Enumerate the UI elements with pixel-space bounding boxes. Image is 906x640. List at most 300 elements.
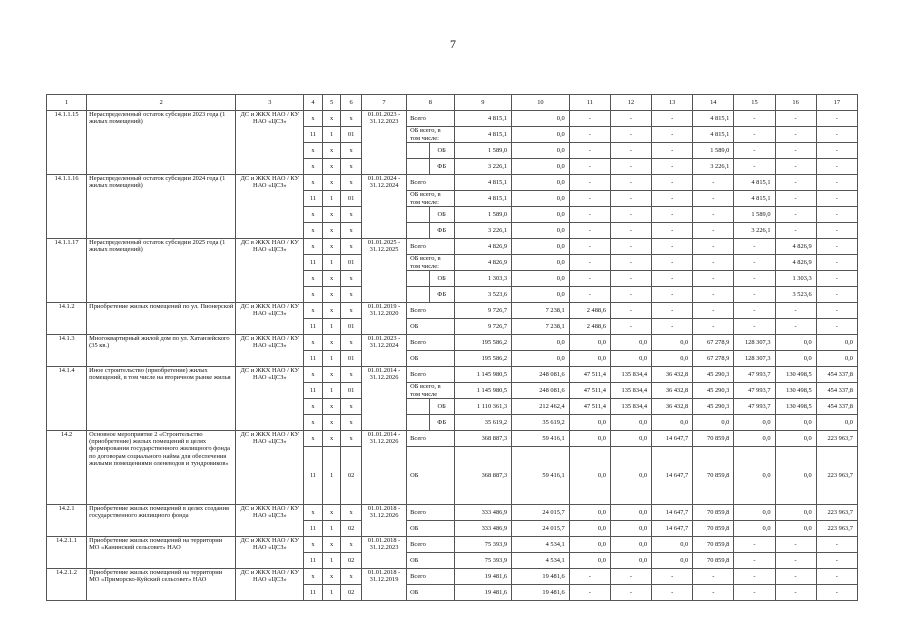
- code-5: х: [322, 415, 341, 431]
- amount-cell: 223 963,7: [816, 505, 857, 521]
- amount-cell: -: [816, 207, 857, 223]
- code-5: х: [322, 335, 341, 351]
- amount-cell: -: [610, 319, 651, 335]
- funding-subsource: ОБ: [429, 271, 454, 287]
- funding-subsource: ФБ: [429, 223, 454, 239]
- amount-cell: 4 815,1: [454, 127, 512, 143]
- amount-cell: -: [775, 175, 816, 191]
- amount-cell: -: [734, 537, 775, 553]
- code-6: х: [341, 271, 362, 287]
- amount-cell: 130 498,5: [775, 383, 816, 399]
- funding-source: ОБ: [407, 585, 454, 601]
- code-4: х: [304, 367, 323, 383]
- amount-cell: 0,0: [734, 415, 775, 431]
- amount-cell: 4 815,1: [454, 111, 512, 127]
- amount-cell: 0,0: [775, 521, 816, 537]
- amount-cell: 368 887,3: [454, 447, 512, 505]
- table-row: [47, 175, 858, 191]
- funding-source: Всего: [407, 335, 454, 351]
- funding-subsource: ФБ: [429, 159, 454, 175]
- amount-cell: 0,0: [610, 415, 651, 431]
- row-name: Приобретение жилых помещений по ул. Пионерской: [87, 303, 236, 335]
- row-name: Нераспределенный остаток субсидии 2023 года (1 жилых помещений): [87, 111, 236, 175]
- code-5: х: [322, 399, 341, 415]
- amount-cell: -: [775, 127, 816, 143]
- amount-cell: 0,0: [734, 521, 775, 537]
- amount-cell: 0,0: [569, 415, 610, 431]
- row-period: 01.01.2019 - 31.12.2020: [361, 303, 406, 335]
- row-executor: ДС и ЖКХ НАО / КУ НАО «ЦСЗ»: [236, 111, 304, 175]
- code-6: х: [341, 175, 362, 191]
- code-4: х: [304, 303, 323, 319]
- amount-cell: -: [816, 159, 857, 175]
- amount-cell: -: [610, 223, 651, 239]
- amount-cell: -: [816, 223, 857, 239]
- code-6: х: [341, 569, 362, 585]
- amount-cell: 19 481,6: [454, 569, 512, 585]
- amount-cell: -: [775, 207, 816, 223]
- amount-cell: 0,0: [569, 521, 610, 537]
- amount-cell: -: [569, 223, 610, 239]
- amount-cell: -: [693, 287, 734, 303]
- amount-cell: 0,0: [816, 415, 857, 431]
- row-id: 14.1.2: [47, 303, 87, 335]
- code-4: х: [304, 159, 323, 175]
- amount-cell: -: [569, 287, 610, 303]
- code-6: х: [341, 111, 362, 127]
- code-5: х: [322, 505, 341, 521]
- row-name: Приобретение жилых помещений на территории МО «Канинский сельсовет» НАО: [87, 537, 236, 569]
- row-executor: ДС и ЖКХ НАО / КУ НАО «ЦСЗ»: [236, 335, 304, 367]
- amount-cell: -: [816, 271, 857, 287]
- amount-cell: -: [569, 255, 610, 271]
- amount-cell: 7 238,1: [512, 303, 570, 319]
- amount-cell: 0,0: [610, 553, 651, 569]
- code-6: х: [341, 159, 362, 175]
- amount-cell: 0,0: [610, 351, 651, 367]
- amount-cell: -: [816, 553, 857, 569]
- code-4: 11: [304, 127, 323, 143]
- amount-cell: -: [734, 127, 775, 143]
- row-executor: ДС и ЖКХ НАО / КУ НАО «ЦСЗ»: [236, 303, 304, 335]
- amount-cell: -: [816, 537, 857, 553]
- amount-cell: 0,0: [512, 255, 570, 271]
- table-row: [47, 335, 858, 351]
- code-5: 1: [322, 351, 341, 367]
- header-cell: 4: [304, 95, 323, 111]
- code-4: х: [304, 271, 323, 287]
- code-5: 1: [322, 191, 341, 207]
- amount-cell: 1 589,0: [454, 143, 512, 159]
- funding-source: Всего: [407, 367, 454, 383]
- code-5: 1: [322, 521, 341, 537]
- amount-cell: 1 589,0: [734, 207, 775, 223]
- amount-cell: 36 432,8: [652, 399, 693, 415]
- amount-cell: 70 859,8: [693, 553, 734, 569]
- code-4: 11: [304, 351, 323, 367]
- amount-cell: 3 226,1: [734, 223, 775, 239]
- amount-cell: -: [775, 303, 816, 319]
- amount-cell: 45 290,3: [693, 399, 734, 415]
- amount-cell: 1 145 980,5: [454, 383, 512, 399]
- amount-cell: 0,0: [512, 287, 570, 303]
- code-4: х: [304, 143, 323, 159]
- row-executor: ДС и ЖКХ НАО / КУ НАО «ЦСЗ»: [236, 431, 304, 505]
- amount-cell: 454 337,8: [816, 383, 857, 399]
- amount-cell: 19 481,6: [512, 569, 570, 585]
- amount-cell: 0,0: [569, 335, 610, 351]
- amount-cell: 70 859,8: [693, 447, 734, 505]
- amount-cell: -: [775, 553, 816, 569]
- amount-cell: 0,0: [816, 351, 857, 367]
- amount-cell: 67 278,9: [693, 351, 734, 367]
- funding-source: Всего: [407, 111, 454, 127]
- code-6: х: [341, 303, 362, 319]
- row-id: 14.2: [47, 431, 87, 505]
- code-6: х: [341, 287, 362, 303]
- amount-cell: -: [734, 159, 775, 175]
- table-row: [47, 569, 858, 585]
- amount-cell: -: [816, 303, 857, 319]
- amount-cell: 19 481,6: [454, 585, 512, 601]
- code-5: х: [322, 143, 341, 159]
- amount-cell: 0,0: [610, 521, 651, 537]
- code-5: 1: [322, 447, 341, 505]
- row-executor: ДС и ЖКХ НАО / КУ НАО «ЦСЗ»: [236, 569, 304, 601]
- amount-cell: 0,0: [512, 191, 570, 207]
- amount-cell: 47 993,7: [734, 383, 775, 399]
- funding-source: ОБ: [407, 553, 454, 569]
- amount-cell: 47 511,4: [569, 383, 610, 399]
- amount-cell: 4 826,9: [775, 239, 816, 255]
- amount-cell: -: [693, 271, 734, 287]
- amount-cell: -: [610, 569, 651, 585]
- row-id: 14.1.1.16: [47, 175, 87, 239]
- amount-cell: -: [610, 239, 651, 255]
- amount-cell: 454 337,8: [816, 367, 857, 383]
- code-5: х: [322, 303, 341, 319]
- row-name: Основное мероприятие 2 «Строительство (приобретение) жилых помещений в целях формирования государственного жилищного фонда по договорам социального найма для обеспечения жилыми помещениями оленеводов и тундровиков»: [87, 431, 236, 505]
- amount-cell: 47 511,4: [569, 399, 610, 415]
- amount-cell: 1 303,3: [775, 271, 816, 287]
- code-4: 11: [304, 521, 323, 537]
- amount-cell: -: [652, 223, 693, 239]
- amount-cell: 0,0: [775, 431, 816, 447]
- amount-cell: -: [652, 255, 693, 271]
- amount-cell: 14 647,7: [652, 521, 693, 537]
- header-cell: 17: [816, 95, 857, 111]
- code-4: 11: [304, 191, 323, 207]
- amount-cell: 135 834,4: [610, 383, 651, 399]
- amount-cell: 0,0: [734, 447, 775, 505]
- amount-cell: -: [816, 127, 857, 143]
- amount-cell: 0,0: [512, 223, 570, 239]
- amount-cell: -: [652, 175, 693, 191]
- amount-cell: -: [569, 239, 610, 255]
- row-period: 01.01.2018 - 31.12.2019: [361, 569, 406, 601]
- header-cell: 7: [361, 95, 406, 111]
- amount-cell: -: [569, 207, 610, 223]
- amount-cell: 0,0: [652, 537, 693, 553]
- code-5: х: [322, 569, 341, 585]
- funding-source: [407, 287, 430, 303]
- amount-cell: 14 647,7: [652, 431, 693, 447]
- table-row: [47, 239, 858, 255]
- amount-cell: -: [816, 569, 857, 585]
- amount-cell: -: [734, 585, 775, 601]
- amount-cell: -: [693, 191, 734, 207]
- amount-cell: 3 523,6: [454, 287, 512, 303]
- header-cell: 10: [512, 95, 570, 111]
- header-row: [47, 95, 858, 111]
- funding-source: [407, 271, 430, 287]
- amount-cell: 0,0: [693, 415, 734, 431]
- header-cell: 5: [322, 95, 341, 111]
- code-6: 01: [341, 127, 362, 143]
- code-5: х: [322, 223, 341, 239]
- amount-cell: 3 226,1: [454, 223, 512, 239]
- amount-cell: -: [652, 319, 693, 335]
- code-4: х: [304, 239, 323, 255]
- amount-cell: 1 145 980,5: [454, 367, 512, 383]
- amount-cell: -: [610, 303, 651, 319]
- code-4: х: [304, 287, 323, 303]
- amount-cell: -: [775, 319, 816, 335]
- funding-source: ОБ: [407, 521, 454, 537]
- code-4: 11: [304, 319, 323, 335]
- amount-cell: 59 416,1: [512, 447, 570, 505]
- row-executor: ДС и ЖКХ НАО / КУ НАО «ЦСЗ»: [236, 367, 304, 431]
- amount-cell: -: [775, 111, 816, 127]
- amount-cell: -: [816, 143, 857, 159]
- row-executor: ДС и ЖКХ НАО / КУ НАО «ЦСЗ»: [236, 505, 304, 537]
- header-cell: 16: [775, 95, 816, 111]
- amount-cell: -: [816, 319, 857, 335]
- amount-cell: -: [652, 239, 693, 255]
- code-6: 01: [341, 191, 362, 207]
- code-5: х: [322, 175, 341, 191]
- amount-cell: 223 963,7: [816, 431, 857, 447]
- amount-cell: -: [775, 585, 816, 601]
- amount-cell: -: [693, 255, 734, 271]
- row-name: Многоквартирный жилой дом по ул. Хатанзейского (35 кв.): [87, 335, 236, 367]
- amount-cell: 4 815,1: [454, 191, 512, 207]
- funding-source: [407, 159, 430, 175]
- amount-cell: 0,0: [569, 553, 610, 569]
- amount-cell: -: [816, 175, 857, 191]
- amount-cell: 24 015,7: [512, 521, 570, 537]
- funding-source: [407, 207, 430, 223]
- code-4: 11: [304, 447, 323, 505]
- amount-cell: -: [652, 143, 693, 159]
- code-4: х: [304, 537, 323, 553]
- row-period: 01.01.2024 - 31.12.2024: [361, 175, 406, 239]
- amount-cell: 135 834,4: [610, 399, 651, 415]
- amount-cell: 0,0: [652, 351, 693, 367]
- code-4: 11: [304, 585, 323, 601]
- funding-source: [407, 223, 430, 239]
- amount-cell: 67 278,9: [693, 335, 734, 351]
- amount-cell: -: [816, 255, 857, 271]
- code-6: х: [341, 399, 362, 415]
- row-period: 01.01.2014 - 31.12.2026: [361, 431, 406, 505]
- amount-cell: 75 393,9: [454, 553, 512, 569]
- code-5: х: [322, 111, 341, 127]
- code-4: х: [304, 399, 323, 415]
- amount-cell: -: [816, 287, 857, 303]
- code-5: х: [322, 159, 341, 175]
- amount-cell: 4 534,1: [512, 553, 570, 569]
- amount-cell: 0,0: [512, 239, 570, 255]
- amount-cell: -: [652, 303, 693, 319]
- amount-cell: 59 416,1: [512, 431, 570, 447]
- amount-cell: 0,0: [734, 505, 775, 521]
- budget-table: [46, 94, 858, 601]
- amount-cell: 212 462,4: [512, 399, 570, 415]
- table-row: [47, 303, 858, 319]
- code-4: х: [304, 415, 323, 431]
- amount-cell: 1 303,3: [454, 271, 512, 287]
- amount-cell: -: [610, 255, 651, 271]
- amount-cell: -: [569, 191, 610, 207]
- table-row: [47, 537, 858, 553]
- row-period: 01.01.2023 - 31.12.2024: [361, 335, 406, 367]
- code-6: 02: [341, 553, 362, 569]
- code-6: 02: [341, 521, 362, 537]
- amount-cell: -: [610, 111, 651, 127]
- amount-cell: 0,0: [512, 335, 570, 351]
- amount-cell: -: [775, 223, 816, 239]
- amount-cell: -: [569, 111, 610, 127]
- row-id: 14.1.4: [47, 367, 87, 431]
- code-4: 11: [304, 553, 323, 569]
- amount-cell: 36 432,8: [652, 383, 693, 399]
- funding-source: Всего: [407, 431, 454, 447]
- code-6: х: [341, 367, 362, 383]
- funding-subsource: ОБ: [429, 207, 454, 223]
- header-cell: 13: [652, 95, 693, 111]
- amount-cell: 248 081,6: [512, 367, 570, 383]
- row-executor: ДС в ЖКХ НАО / КУ НАО «ЦСЗ»: [236, 239, 304, 303]
- amount-cell: -: [610, 585, 651, 601]
- amount-cell: 35 619,2: [454, 415, 512, 431]
- amount-cell: 14 647,7: [652, 447, 693, 505]
- amount-cell: 4 826,9: [454, 239, 512, 255]
- amount-cell: 1 589,0: [693, 143, 734, 159]
- amount-cell: 130 498,5: [775, 399, 816, 415]
- funding-source: ОБ всего, в том числе:: [407, 127, 454, 143]
- amount-cell: -: [816, 585, 857, 601]
- amount-cell: -: [693, 319, 734, 335]
- amount-cell: -: [569, 127, 610, 143]
- amount-cell: 4 826,9: [775, 255, 816, 271]
- code-6: х: [341, 335, 362, 351]
- amount-cell: -: [652, 207, 693, 223]
- row-name: Приобретение жилых помещений в целях создания государственного жилищного фонда: [87, 505, 236, 537]
- amount-cell: -: [569, 271, 610, 287]
- amount-cell: 3 226,1: [693, 159, 734, 175]
- amount-cell: 0,0: [512, 159, 570, 175]
- amount-cell: -: [652, 159, 693, 175]
- row-id: 14.2.1.2: [47, 569, 87, 601]
- funding-source: Всего: [407, 175, 454, 191]
- amount-cell: -: [734, 303, 775, 319]
- amount-cell: 4 815,1: [734, 175, 775, 191]
- header-cell: 9: [454, 95, 512, 111]
- header-cell: 3: [236, 95, 304, 111]
- amount-cell: 4 826,9: [454, 255, 512, 271]
- row-id: 14.1.1.17: [47, 239, 87, 303]
- amount-cell: 0,0: [569, 537, 610, 553]
- amount-cell: -: [734, 143, 775, 159]
- amount-cell: -: [693, 175, 734, 191]
- row-period: 01.01.2023 - 31.12.2023: [361, 111, 406, 175]
- code-5: х: [322, 367, 341, 383]
- code-4: х: [304, 335, 323, 351]
- funding-source: Всего: [407, 239, 454, 255]
- amount-cell: 0,0: [775, 505, 816, 521]
- funding-source: Всего: [407, 569, 454, 585]
- code-4: х: [304, 175, 323, 191]
- row-period: 01.01.2018 - 31.12.2023: [361, 537, 406, 569]
- code-5: 1: [322, 585, 341, 601]
- funding-subsource: ФБ: [429, 287, 454, 303]
- code-6: х: [341, 207, 362, 223]
- amount-cell: 0,0: [734, 431, 775, 447]
- amount-cell: 135 834,4: [610, 367, 651, 383]
- row-id: 14.2.1.1: [47, 537, 87, 569]
- code-6: 01: [341, 351, 362, 367]
- amount-cell: 195 586,2: [454, 351, 512, 367]
- amount-cell: 70 859,8: [693, 537, 734, 553]
- page-number: 7: [450, 37, 456, 51]
- amount-cell: 19 481,6: [512, 585, 570, 601]
- amount-cell: -: [652, 585, 693, 601]
- amount-cell: 333 486,9: [454, 505, 512, 521]
- amount-cell: 0,0: [512, 127, 570, 143]
- amount-cell: 7 238,1: [512, 319, 570, 335]
- code-6: х: [341, 505, 362, 521]
- code-4: х: [304, 207, 323, 223]
- amount-cell: 3 523,6: [775, 287, 816, 303]
- amount-cell: -: [652, 287, 693, 303]
- amount-cell: -: [610, 175, 651, 191]
- amount-cell: 454 337,8: [816, 399, 857, 415]
- row-name: Иное строительство (приобретение) жилых помещений, в том числе на вторичном рынке жилья: [87, 367, 236, 431]
- amount-cell: -: [610, 127, 651, 143]
- code-6: 01: [341, 319, 362, 335]
- amount-cell: -: [693, 239, 734, 255]
- table-row: [47, 111, 858, 127]
- amount-cell: -: [734, 255, 775, 271]
- row-id: 14.1.1.15: [47, 111, 87, 175]
- amount-cell: 70 859,8: [693, 431, 734, 447]
- amount-cell: 9 726,7: [454, 303, 512, 319]
- funding-source: ОБ всего, в том числе:: [407, 191, 454, 207]
- code-5: 1: [322, 127, 341, 143]
- amount-cell: 128 307,3: [734, 351, 775, 367]
- header-cell: 15: [734, 95, 775, 111]
- funding-subsource: ФБ: [429, 415, 454, 431]
- amount-cell: 0,0: [569, 505, 610, 521]
- code-6: х: [341, 415, 362, 431]
- amount-cell: -: [734, 287, 775, 303]
- row-id: 14.2.1: [47, 505, 87, 537]
- code-6: х: [341, 431, 362, 447]
- table-row: [47, 367, 858, 383]
- amount-cell: 223 963,7: [816, 447, 857, 505]
- amount-cell: -: [775, 537, 816, 553]
